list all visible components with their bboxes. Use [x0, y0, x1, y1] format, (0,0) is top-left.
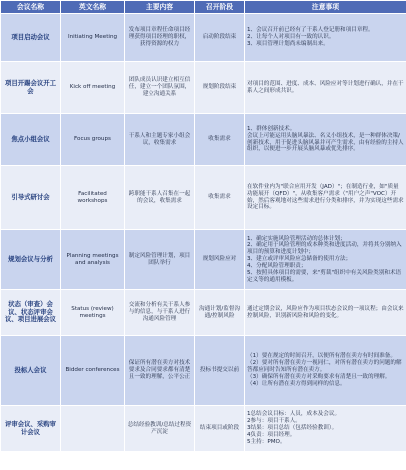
table-row [1, 336, 406, 406]
notes [245, 62, 406, 114]
note-line: 4负责：项目经理。 [247, 431, 296, 438]
note-line: 会议上可能运用头脑风暴法、名义小组技术，是一种群体决策/创新技术，用于促进头脑风暴并可产生需求，由有经验的主持人组织，以便进一步开展头脑风暴或优先排序。 [247, 132, 404, 153]
meeting-name: 引导式研讨会 [1, 166, 61, 230]
main-content: 制定风险管理计划，项目团队举行 [125, 230, 195, 290]
header-row [1, 1, 406, 14]
main-content: 交流和分析有关干系人参与的信息，与干系人进行沟通风险管理 [125, 290, 195, 336]
header-meeting-name: 会议名称 [1, 1, 61, 14]
english-name: Initiating Meeting [61, 14, 125, 62]
english-name [61, 406, 125, 452]
phase: 规划风险应对 [195, 230, 245, 290]
note-line: 5主持：PMO。 [247, 438, 286, 445]
main-content: 团队成员认识建立相互信任，建立一个团队氛围，建立沟通关系 [125, 62, 195, 114]
meeting-name: 投标人会议 [1, 336, 61, 406]
phase: 启动阶段结束 [195, 14, 245, 62]
main-content: 保证所有潜在卖方对技术要求及合同要求都有清楚且一致的理解，公平公正 [125, 336, 195, 406]
main-content: 总结经验教训/总结过程资产沉淀 [125, 406, 195, 452]
phase: 结束项目或阶段 [195, 406, 245, 452]
notes [245, 230, 406, 290]
table-row [1, 166, 406, 230]
note-line: 2、让每个人对项目有一致的认识。 [247, 34, 335, 41]
notes [245, 406, 406, 452]
phase: 沟通计划/监督沟通/控制风险 [195, 290, 245, 336]
meeting-name: 项目开踢会议开工会 [1, 62, 61, 114]
phase: 投标书提交以前 [195, 336, 245, 406]
header-main-content: 主要内容 [125, 1, 195, 14]
header-english-name: 英文名称 [61, 1, 125, 14]
note-line: 4、分配风险管理职责； [247, 262, 307, 269]
note-line: 通过定期会议，风险应作为项目状态会议的一项议程；由会议来控制风险，识别新风险和风险的变化。 [247, 305, 404, 319]
note-line: 对项目的范围、进度、成本、风险应对等计划进行确认，并在干系人之间形成共识。 [247, 80, 404, 94]
english-name: Kick off meeting [61, 62, 125, 114]
header-notes: 注意事项 [245, 1, 406, 14]
note-line: 1、会议召开前已经有了干系人登记册和项目章程。 [247, 27, 374, 34]
notes [245, 14, 406, 62]
notes [245, 114, 406, 166]
table-row [1, 230, 406, 290]
note-line: 2参与：项目干系人。 [247, 418, 301, 425]
meeting-name: 评审会议、采购审计会议 [1, 406, 61, 452]
meeting-name: 规划会议与分析 [1, 230, 61, 290]
note-line: （4）让所有潜在卖方得到同样的信息。 [247, 380, 346, 387]
notes [245, 166, 406, 230]
note-line: 5、按照具体项目的需要，来"剪裁"组织中有关风险类别和术语定义等的通用模板。 [247, 269, 402, 283]
main-content: 干系人和主题专家小组会议，收集需求 [125, 114, 195, 166]
note-line: （3）确保所有潜在卖方对采购要求有清楚且一致的理解。 [247, 373, 391, 380]
note-line: 3、建立或评审风险应急储备的使用方法； [247, 256, 352, 263]
table-header [1, 1, 406, 14]
table-row [1, 406, 406, 452]
meeting-name: 焦点小组会议 [1, 114, 61, 166]
meeting-name: 项目启动会议 [1, 14, 61, 62]
note-line: 1、确定实施风险管理活动的总体计划； [247, 235, 346, 242]
table-row [1, 114, 406, 166]
note-line: 2、确定用于风险管理的成本种类和进度活动，并将其分别纳入项目的预算和进度计划中； [247, 242, 402, 256]
english-name: Facilitated workshops [61, 166, 125, 230]
note-line: （1）要在规定的时间召开，以便所有潜在卖方有时间准备。 [247, 353, 396, 360]
english-name: Focus groups [61, 114, 125, 166]
phase: 规划阶段结束 [195, 62, 245, 114]
phase: 收集需求 [195, 166, 245, 230]
header-phase: 召开阶段 [195, 1, 245, 14]
note-line: 在软件业内为"联合应用开发（JAD）"；在制造行业，如"质量功能展开（QFD）"，从收集客户需求（"用户之声"VOC）开始，然后客观地对这些需求进行分类和排序，并为实现这些需求设定目标。 [247, 183, 404, 211]
table-body [1, 14, 406, 452]
note-line: 1、群体创新技术。 [247, 125, 296, 132]
english-name: Planning meetings and analysis [61, 230, 125, 290]
table-row [1, 14, 406, 62]
main-content: 发布项目章程任命项目经理获得项目经理的职权，获得资源的权力 [125, 14, 195, 62]
table-row [1, 62, 406, 114]
meeting-name: 状态（审查）会议、状态评审会议、项目进展会议 [1, 290, 61, 336]
notes [245, 290, 406, 336]
english-name: Bidder conferences [61, 336, 125, 406]
note-line: 3结果：项目总结（包括经验教训）。 [247, 425, 338, 432]
main-content: 跨职能干系人召集在一起的会议，收集需求 [125, 166, 195, 230]
note-line: 3、项目管理计划尚未编制出来。 [247, 40, 329, 47]
note-line: （2）要对所有潜在卖方一视同仁，对所有潜在卖方的问题的解答都应同时告知所有潜在卖方。 [247, 360, 402, 374]
english-name: Status (review) meetings [61, 290, 125, 336]
notes [245, 336, 406, 406]
table-row [1, 290, 406, 336]
phase: 收集需求 [195, 114, 245, 166]
note-line: 1总结会议目标：人员，成本及会议。 [247, 411, 341, 418]
